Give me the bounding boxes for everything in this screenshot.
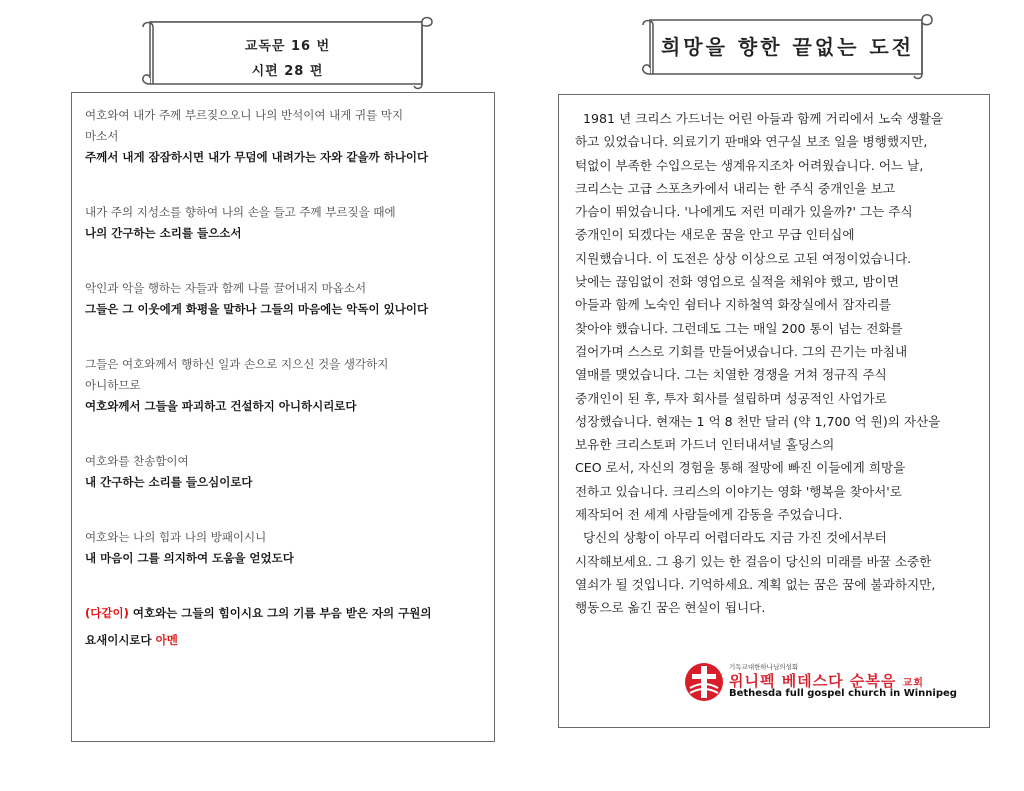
verse-leader-line: 여호와여 내가 주께 부르짖으오니 나의 반석이여 내게 귀를 막지 <box>85 108 404 122</box>
verse-leader-line: 악인과 악을 행하는 자들과 함께 나를 끌어내지 마옵소서 <box>85 281 367 295</box>
story-line: 찾아야 했습니다. 그런데도 그는 매일 200 통이 넘는 전화를 <box>575 320 903 336</box>
verse-response-line: 내 마음이 그를 의지하여 도움을 얻었도다 <box>85 551 294 565</box>
verse-response-line: 그들은 그 이웃에게 화평을 말하나 그들의 마음에는 악독이 있나이다 <box>85 302 429 316</box>
story-line: 중개인이 된 후, 투자 회사를 설립하며 성공적인 사업가로 <box>575 390 887 406</box>
verse-leader-line: 그들은 여호와께서 행하신 일과 손으로 지으신 것을 생각하지 <box>85 357 389 371</box>
unison-text: 여호와는 그들의 힘이시요 그의 기름 부음 받은 자의 구원의 <box>128 606 432 620</box>
story-line: 하고 있었습니다. 의료기기 판매와 연구실 보조 일을 병행했지만, <box>575 134 928 150</box>
verse-leader-line: 내가 주의 지성소를 향하여 나의 손을 들고 주께 부르짖을 때에 <box>85 205 396 219</box>
story-box <box>558 94 990 728</box>
verse-response-line: 주께서 내게 잠잠하시면 내가 무덤에 내려가는 자와 같을까 하나이다 <box>85 150 429 164</box>
unison-label: (다같이) <box>85 606 129 620</box>
story-line: 크리스는 고급 스포츠카에서 내리는 한 주식 중개인을 보고 <box>575 180 895 196</box>
verse-unison-line <box>85 603 480 624</box>
story-line: 행동으로 옮긴 꿈은 현실이 됩니다. <box>575 600 766 616</box>
story-line: CEO 로서, 자신의 경험을 통해 절망에 빠진 이들에게 희망을 <box>575 460 906 476</box>
story-line: 시작해보세요. 그 용기 있는 한 걸음이 당신의 미래를 바꿀 소중한 <box>575 553 932 569</box>
church-logo <box>684 660 974 706</box>
story-line: 보유한 크리스토퍼 가드너 인터내셔널 홀딩스의 <box>575 437 835 453</box>
psalm-number: 시편 28 편 <box>251 64 324 79</box>
story-line: 중개인이 되겠다는 새로운 꿈을 안고 무급 인터십에 <box>575 227 855 243</box>
story-line: 당신의 상황이 아무리 어렵더라도 지금 가진 것에서부터 <box>575 530 887 546</box>
story-line: 전하고 있습니다. 크리스의 이야기는 영화 '행복을 찾아서'로 <box>575 483 902 499</box>
church-name-korean: 위니펙 베데스다 순복음 교회 <box>729 672 924 690</box>
story-title: 희망을 향한 끝없는 도전 <box>660 35 915 59</box>
story-text <box>575 107 974 620</box>
verse-leader-line: 여호와를 찬송함이여 <box>85 454 189 468</box>
church-name-english: Bethesda full gospel church in Winnipeg <box>729 688 957 699</box>
church-emblem-icon <box>684 660 724 704</box>
story-line: 제작되어 전 세계 사람들에게 감동을 주었습니다. <box>575 507 843 523</box>
left-title-scroll <box>140 14 435 92</box>
verse-response-line: 나의 간구하는 소리를 들으소서 <box>85 226 242 240</box>
story-line: 가슴이 뛰었습니다. '나에게도 저런 미래가 있을까?' 그는 주식 <box>575 204 913 220</box>
story-line: 아들과 함께 노숙인 쉼터나 지하철역 화장실에서 잠자리를 <box>575 297 891 313</box>
story-line: 턱없이 부족한 수입으로는 생계유지조차 어려웠습니다. 어느 날, <box>575 157 924 173</box>
unison-text: 요새이시로다 <box>85 633 156 647</box>
right-title-scroll <box>640 10 935 80</box>
verse-leader-line: 여호와는 나의 힘과 나의 방패이시니 <box>85 530 267 544</box>
story-line: 성장했습니다. 현재는 1 억 8 천만 달러 (약 1,700 억 원)의 자산을 <box>575 413 941 429</box>
reading-number: 교독문 16 번 <box>244 39 331 54</box>
story-line: 걸어가며 스스로 기회를 만들어냈습니다. 그의 끈기는 마침내 <box>575 343 908 359</box>
story-line: 지원했습니다. 이 도전은 상상 이상으로 고된 여정이었습니다. <box>575 250 912 266</box>
story-line: 낮에는 끊임없이 전화 영업으로 실적을 채워야 했고, 밤이면 <box>575 274 899 290</box>
story-line: 열쇠가 될 것입니다. 기억하세요. 계획 없는 꿈은 꿈에 불과하지만, <box>575 576 936 592</box>
verse-leader-line: 마소서 <box>85 129 119 143</box>
verse-response-line: 내 간구하는 소리를 들으심이로다 <box>85 475 253 489</box>
story-line: 열매를 맺었습니다. 그는 치열한 경쟁을 거쳐 정규직 주식 <box>575 367 887 383</box>
amen-label: 아멘 <box>155 633 178 647</box>
denomination-label: 기독교대한하나님의성회 <box>729 663 799 671</box>
verse-response-line: 여호와께서 그들을 파괴하고 건설하지 아니하시리로다 <box>85 399 357 413</box>
story-line: 1981 년 크리스 가드너는 어린 아들과 함께 거리에서 노숙 생활을 <box>575 111 944 126</box>
verse-leader-line: 아니하므로 <box>85 378 141 392</box>
verse-unison-line <box>85 630 480 651</box>
responsive-reading-box <box>71 92 495 742</box>
